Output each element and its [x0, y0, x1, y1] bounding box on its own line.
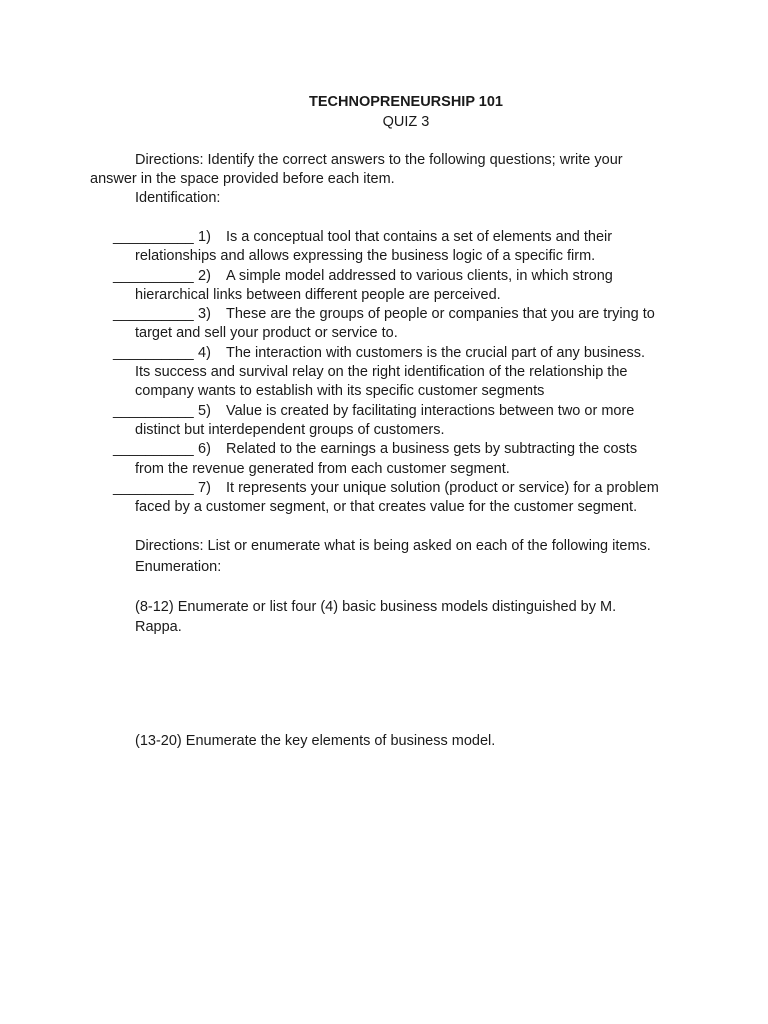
question-text-continued: target and sell your product or service to.	[135, 325, 398, 342]
directions-line-1: Directions: Identify the correct answers to the following questions; write your	[135, 152, 623, 168]
question-number: 6)	[198, 441, 211, 458]
question-item-3	[113, 305, 713, 344]
identification-directions	[90, 151, 680, 190]
question-text: It represents your unique solution (product or service) for a problem	[226, 479, 659, 496]
answer-blank[interactable]: __________	[113, 306, 194, 323]
question-item-4	[113, 344, 713, 402]
enumeration-label: Enumeration:	[135, 559, 222, 575]
question-text-continued: hierarchical links between different people are perceived.	[135, 286, 501, 303]
answer-blank[interactable]: __________	[113, 229, 194, 245]
document-title: TECHNOPRENEURSHIP 101	[309, 94, 503, 110]
question-item-7	[113, 479, 713, 518]
quiz-number: QUIZ 3	[382, 114, 430, 130]
enumeration-directions: Directions: List or enumerate what is being asked on each of the following items.	[135, 538, 651, 554]
question-text: A simple model addressed to various clients, in which strong	[226, 267, 613, 284]
directions-line-2: answer in the space provided before each item.	[90, 171, 395, 188]
question-text-continued: company wants to establish with its specific customer segments	[135, 383, 545, 400]
enumeration-question-line-1: (8-12) Enumerate or list four (4) basic business models distinguished by M.	[135, 599, 617, 615]
answer-blank[interactable]: __________	[113, 267, 194, 284]
question-text: The interaction with customers is the crucial part of any business.	[226, 344, 646, 361]
question-text-continued: from the revenue generated from each customer segment.	[135, 460, 510, 477]
enumeration-question-8-12	[135, 597, 616, 637]
question-text: These are the groups of people or companies that you are trying to	[226, 306, 655, 323]
question-item-6	[113, 440, 713, 479]
answer-blank[interactable]: __________	[113, 402, 194, 419]
question-number: 7)	[198, 479, 211, 496]
question-number: 5)	[198, 402, 211, 419]
question-text: Related to the earnings a business gets by subtracting the costs	[226, 441, 638, 458]
question-number: 4)	[198, 344, 211, 361]
answer-blank[interactable]: __________	[113, 344, 194, 361]
question-number: 1)	[198, 229, 211, 245]
enumeration-question-line-2: Rappa.	[135, 619, 182, 635]
identification-label: Identification:	[135, 190, 221, 206]
enumeration-question-13-20: (13-20) Enumerate the key elements of business model.	[135, 733, 496, 749]
question-text: Is a conceptual tool that contains a set of elements and their	[226, 229, 613, 245]
question-item-5	[113, 402, 713, 441]
question-item-1	[113, 228, 713, 267]
question-text-continued: distinct but interdependent groups of customers.	[135, 421, 445, 438]
question-text-continued: relationships and allows expressing the business logic of a specific firm.	[135, 248, 596, 265]
answer-blank[interactable]: __________	[113, 479, 194, 496]
answer-blank[interactable]: __________	[113, 441, 194, 458]
question-number: 3)	[198, 306, 211, 323]
question-number: 2)	[198, 267, 211, 284]
question-text-continued: Its success and survival relay on the right identification of the relationship the	[135, 364, 628, 381]
question-text: Value is created by facilitating interactions between two or more	[226, 402, 635, 419]
identification-list	[113, 228, 713, 517]
question-item-2	[113, 267, 713, 306]
question-text-continued: faced by a customer segment, or that creates value for the customer segment.	[135, 499, 638, 516]
